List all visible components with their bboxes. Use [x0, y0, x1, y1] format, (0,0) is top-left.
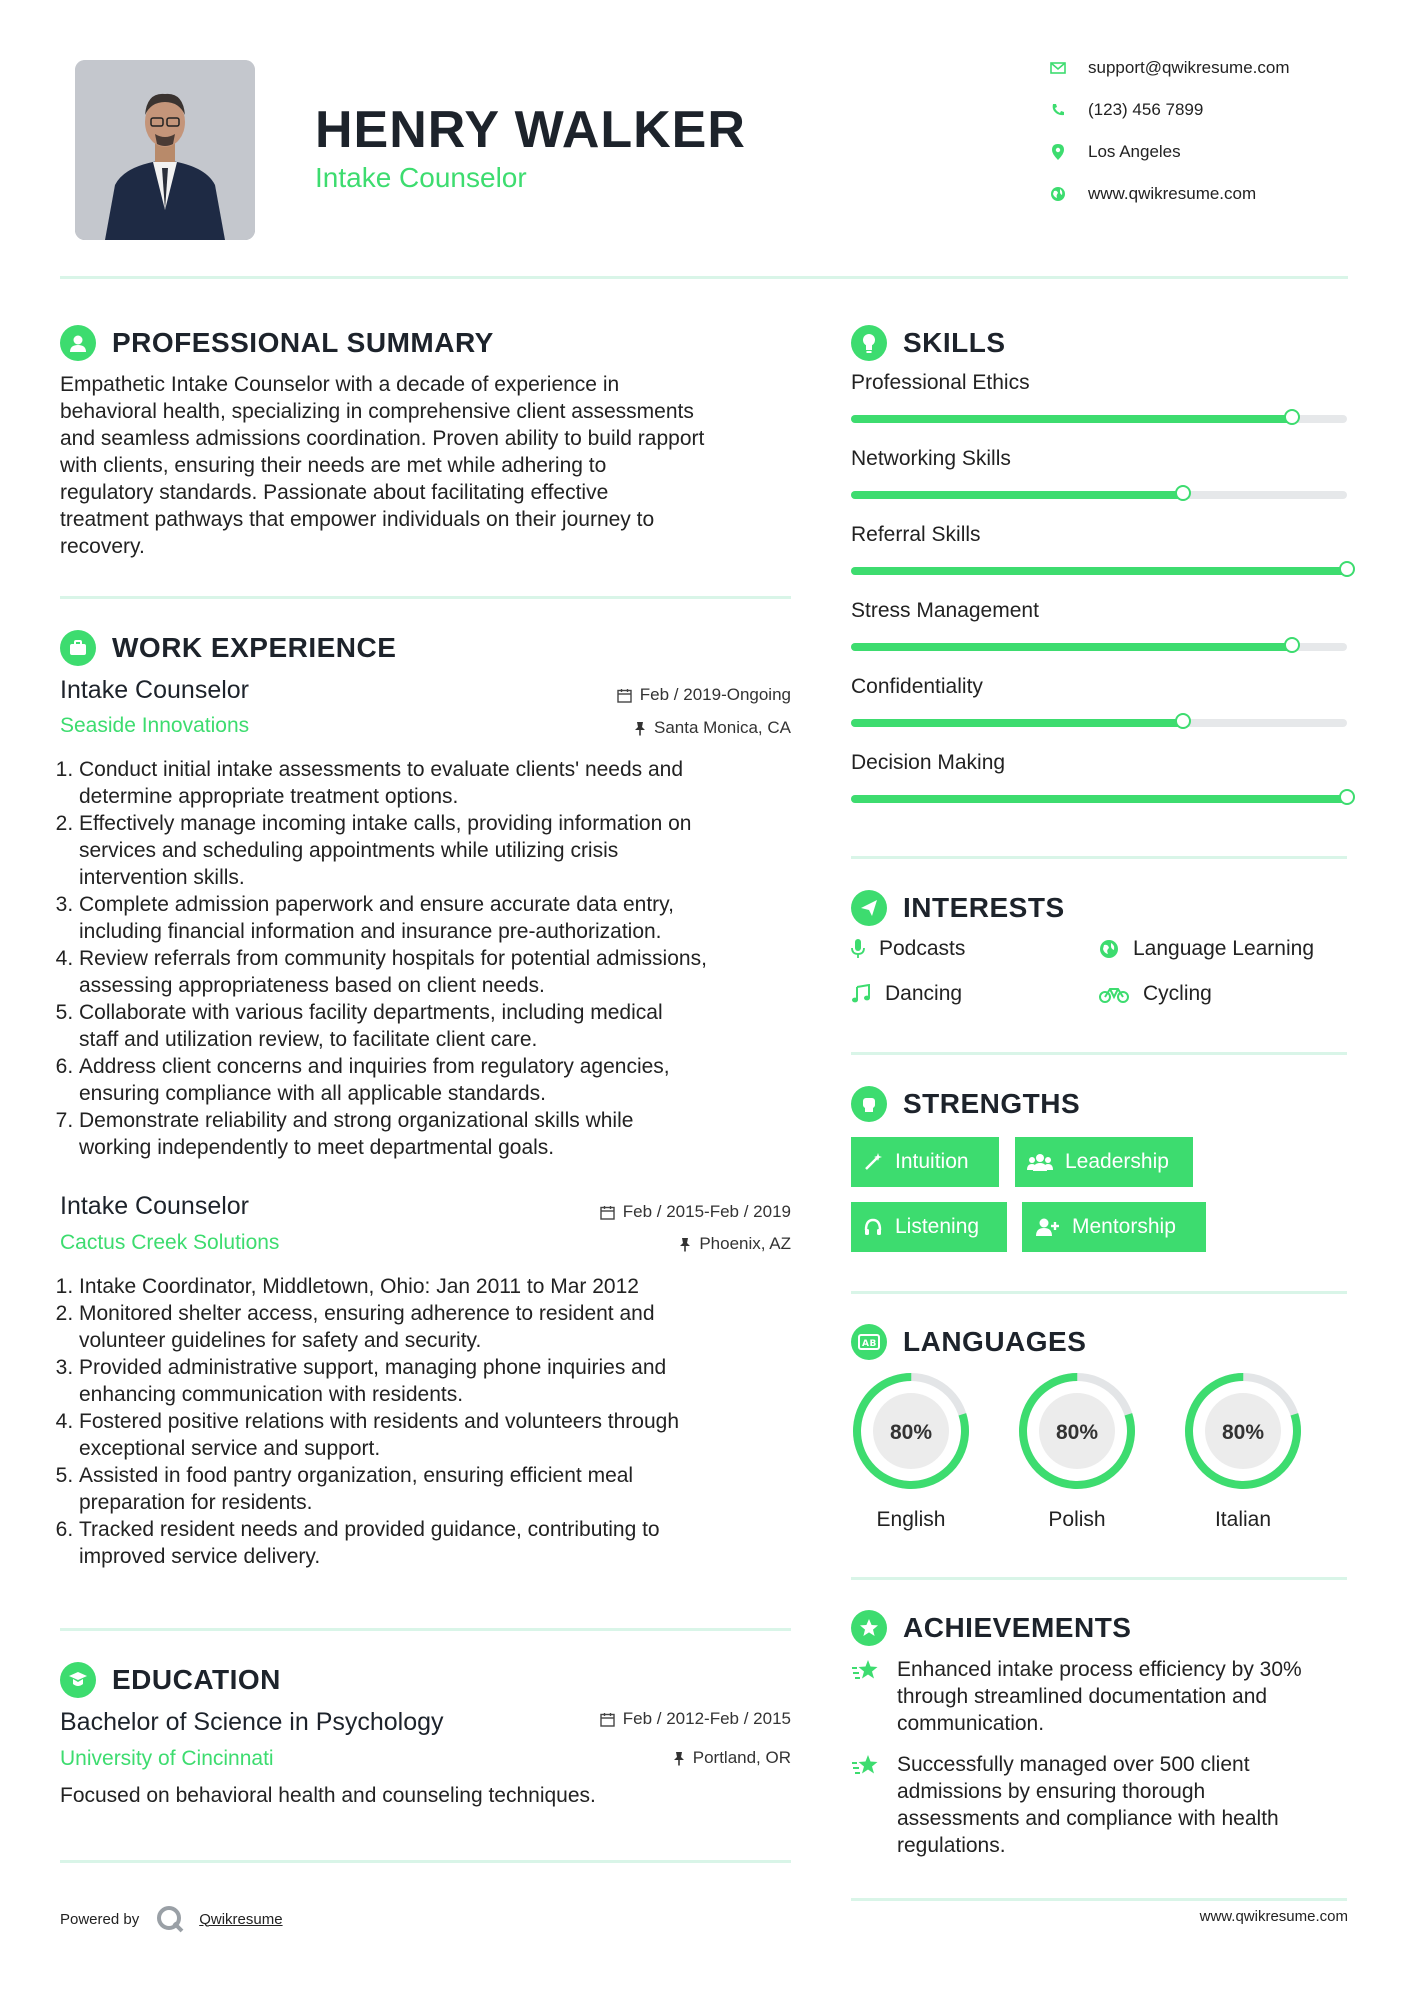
- language-ring: [1181, 1369, 1305, 1493]
- duty-item: 6. Address client concerns and inquiries from regulatory agencies, ensuring compliance with all applicable standards.: [79, 1053, 819, 1107]
- graduate-icon: [60, 1662, 96, 1698]
- skill-bar-knob: [1175, 485, 1191, 501]
- language-percent: 80%: [889, 1421, 933, 1444]
- duty-item: 3. Provided administrative support, managing phone inquiries and enhancing communication with residents.: [79, 1354, 819, 1408]
- email-icon: [1048, 58, 1068, 78]
- job-duties-list: [60, 1273, 819, 1570]
- bicycle-icon: [1099, 985, 1129, 1003]
- skill-bar-track: [851, 643, 1347, 651]
- skill-label: Referral Skills: [851, 523, 981, 546]
- interests-heading: [851, 890, 1065, 926]
- job-company: Seaside Innovations: [60, 714, 250, 737]
- group-icon: [1027, 1152, 1053, 1172]
- summary-heading-text: PROFESSIONAL SUMMARY: [112, 327, 494, 358]
- strength-tag: Listening: [851, 1202, 1007, 1252]
- achievements-heading: [851, 1610, 1131, 1646]
- language-label: English: [876, 1508, 946, 1531]
- language-ring: [1015, 1369, 1139, 1493]
- skill-bar-track: [851, 567, 1347, 575]
- job-dates: [600, 1202, 791, 1222]
- language-item: [849, 1369, 973, 1532]
- degree-title: Bachelor of Science in Psychology: [60, 1708, 444, 1736]
- language-label: Polish: [1048, 1508, 1106, 1531]
- skill-label: Stress Management: [851, 599, 1039, 622]
- duty-item: 2. Effectively manage incoming intake calls, providing information on services and scheduling appointments while utilizing crisis intervention skills.: [79, 810, 819, 891]
- education-dates-text: Feb / 2012-Feb / 2015: [622, 1709, 791, 1728]
- interest-item: Dancing: [851, 982, 962, 1006]
- skill-label: Professional Ethics: [851, 371, 1030, 394]
- strengths-heading: [851, 1086, 1080, 1122]
- qwikresume-logo-icon: [155, 1904, 185, 1934]
- location-icon: [1048, 142, 1068, 162]
- skill-row: [851, 523, 1347, 547]
- job-title: Intake Counselor: [60, 1192, 250, 1220]
- language-item: [1015, 1369, 1139, 1532]
- briefcase-icon: [60, 630, 96, 666]
- magic-wand-icon: [863, 1152, 883, 1172]
- duty-item: 2. Monitored shelter access, ensuring adherence to resident and volunteer guidelines for safety and security.: [79, 1300, 819, 1354]
- skills-divider: [851, 856, 1347, 859]
- education-dates: [600, 1709, 791, 1729]
- phone-icon: [1048, 100, 1068, 120]
- music-note-icon: [851, 984, 871, 1004]
- skill-bar-track: [851, 491, 1347, 499]
- lightbulb-icon: [851, 325, 887, 361]
- experience-divider: [60, 1628, 791, 1631]
- summary-line: regulatory standards. Passionate about facilitating effective: [60, 481, 609, 504]
- duty-item: 7. Demonstrate reliability and strong organizational skills while working independently to meet departmental goals.: [79, 1107, 819, 1161]
- candidate-title: Intake Counselor: [315, 162, 527, 193]
- skills-heading: [851, 325, 1006, 361]
- skill-bar-knob: [1175, 713, 1191, 729]
- contact-website[interactable]: [1048, 184, 1256, 204]
- calendar-icon: [600, 1712, 615, 1727]
- skill-bar-knob: [1339, 561, 1355, 577]
- user-icon: [60, 325, 96, 361]
- svg-text:AB: AB: [862, 1339, 877, 1349]
- languages-heading: [851, 1324, 1086, 1360]
- globe-icon: [1048, 184, 1068, 204]
- education-heading-text: EDUCATION: [112, 1664, 281, 1695]
- user-plus-icon: [1034, 1217, 1060, 1237]
- skill-bar-knob: [1284, 409, 1300, 425]
- achievement-item: Successfully managed over 500 client admissions by ensuring thorough assessments and compliance with health regulations.: [851, 1751, 1351, 1859]
- summary-line: and seamless admissions coordination. Proven ability to build rapport: [60, 427, 705, 450]
- duty-item: 6. Tracked resident needs and provided guidance, contributing to improved service delivery.: [79, 1516, 819, 1570]
- job-location: [679, 1234, 791, 1254]
- interest-item: Cycling: [1099, 982, 1212, 1006]
- skill-row: [851, 751, 1347, 775]
- job-location-text: Santa Monica, CA: [653, 718, 791, 737]
- contact-phone[interactable]: [1048, 100, 1203, 120]
- experience-heading-text: WORK EXPERIENCE: [112, 632, 397, 663]
- job-company: Cactus Creek Solutions: [60, 1231, 280, 1254]
- pin-icon: [673, 1751, 685, 1766]
- profile-photo: [75, 60, 255, 240]
- education-location: [673, 1748, 791, 1768]
- summary-line: behavioral health, specializing in comprehensive client assessments: [60, 400, 694, 423]
- experience-heading: [60, 630, 396, 666]
- skill-bar-track: [851, 719, 1347, 727]
- achievements-divider: [851, 1898, 1347, 1901]
- education-location-text: Portland, OR: [692, 1748, 791, 1767]
- summary-line: treatment pathways that empower individuals on their journey to: [60, 508, 655, 531]
- education-heading: [60, 1662, 281, 1698]
- language-item: [1181, 1369, 1305, 1532]
- skill-bar-track: [851, 415, 1347, 423]
- skill-row: [851, 371, 1347, 395]
- duty-item: 4. Fostered positive relations with residents and volunteers through exceptional service and support.: [79, 1408, 819, 1462]
- interests-divider: [851, 1052, 1347, 1055]
- achievements-heading-text: ACHIEVEMENTS: [903, 1612, 1132, 1643]
- contact-email[interactable]: [1048, 58, 1290, 78]
- strengths-heading-text: STRENGTHS: [903, 1088, 1081, 1119]
- contact-location-text: Los Angeles: [1088, 142, 1181, 161]
- contact-email-text: support@qwikresume.com: [1088, 58, 1290, 77]
- duty-item: 1. Intake Coordinator, Middletown, Ohio: Jan 2011 to Mar 2012: [79, 1273, 819, 1300]
- language-ring: [849, 1369, 973, 1493]
- job-dates-text: Feb / 2019-Ongoing: [639, 685, 791, 704]
- languages-divider: [851, 1577, 1347, 1580]
- language-percent: 80%: [1055, 1421, 1099, 1444]
- skill-label: Confidentiality: [851, 675, 983, 698]
- star-burst-icon: [851, 1658, 881, 1737]
- skills-heading-text: SKILLS: [903, 327, 1006, 358]
- summary-line: Empathetic Intake Counselor with a decade of experience in: [60, 373, 620, 396]
- languages-list: [849, 1369, 1309, 1532]
- strengths-divider: [851, 1291, 1347, 1294]
- footer-website[interactable]: www.qwikresume.com: [1199, 1908, 1348, 1925]
- skill-row: [851, 447, 1347, 471]
- calendar-icon: [600, 1205, 615, 1220]
- skill-bar-fill: [851, 795, 1347, 803]
- job-dates-text: Feb / 2015-Feb / 2019: [622, 1202, 791, 1221]
- microphone-icon: [851, 939, 865, 959]
- skill-bar-fill: [851, 415, 1292, 423]
- interests-heading-text: INTERESTS: [903, 892, 1065, 923]
- skill-bar-track: [851, 795, 1347, 803]
- contact-phone-text: (123) 456 7899: [1088, 100, 1204, 119]
- duty-item: 4. Review referrals from community hospitals for potential admissions, assessing appropriateness based on client needs.: [79, 945, 819, 999]
- strength-tag: Intuition: [851, 1137, 999, 1187]
- summary-heading: [60, 325, 494, 361]
- job-dates: [617, 685, 791, 705]
- education-divider: [60, 1860, 791, 1863]
- interest-item: Podcasts: [851, 937, 965, 961]
- skill-bar-fill: [851, 719, 1183, 727]
- achievement-item: Enhanced intake process efficiency by 30% through streamlined documentation and communication.: [851, 1656, 1351, 1737]
- duty-item: 3. Complete admission paperwork and ensure accurate data entry, including financial information and insurance pre-authorization.: [79, 891, 819, 945]
- star-burst-icon: [851, 1753, 881, 1859]
- duty-item: 1. Conduct initial intake assessments to evaluate clients' needs and determine appropriate treatment options.: [79, 756, 819, 810]
- candidate-name: HENRY WALKER: [315, 101, 746, 159]
- languages-heading-text: LANGUAGES: [903, 1326, 1087, 1357]
- skill-bar-fill: [851, 567, 1347, 575]
- summary-text: [60, 371, 805, 560]
- job-location: [634, 718, 791, 738]
- star-badge-icon: [851, 1610, 887, 1646]
- strength-tag: Mentorship: [1022, 1202, 1206, 1252]
- skill-row: [851, 599, 1347, 623]
- pin-icon: [679, 1237, 691, 1252]
- job-duties-list: [60, 756, 819, 1161]
- language-card-icon: [851, 1324, 887, 1360]
- job-title: Intake Counselor: [60, 676, 250, 704]
- header-divider: [60, 276, 1348, 279]
- language-percent: 80%: [1221, 1421, 1265, 1444]
- duty-item: 5. Assisted in food pantry organization, ensuring efficient meal preparation for residents.: [79, 1462, 819, 1516]
- qwikresume-link[interactable]: Qwikresume: [199, 1910, 283, 1928]
- pin-icon: [634, 721, 646, 736]
- calendar-icon: [617, 688, 632, 703]
- duty-item: 5. Collaborate with various facility departments, including medical staff and utilization review, to facilitate client care.: [79, 999, 819, 1053]
- headphones-icon: [863, 1217, 883, 1237]
- fist-icon: [851, 1086, 887, 1122]
- summary-line: with clients, ensuring their needs are met while adhering to: [60, 454, 607, 477]
- job-location-text: Phoenix, AZ: [699, 1234, 791, 1253]
- skill-label: Networking Skills: [851, 447, 1011, 470]
- globe-icon: [1099, 939, 1119, 959]
- summary-line: recovery.: [60, 535, 145, 558]
- skill-bar-fill: [851, 643, 1292, 651]
- skill-bar-knob: [1339, 789, 1355, 805]
- strength-tag: Leadership: [1015, 1137, 1193, 1187]
- footer-powered: Powered by Qwikresume: [60, 1904, 283, 1934]
- paper-plane-icon: [851, 890, 887, 926]
- contact-location: [1048, 142, 1181, 162]
- interest-item: Language Learning: [1099, 937, 1314, 961]
- contact-website-text: www.qwikresume.com: [1088, 184, 1257, 203]
- skill-label: Decision Making: [851, 751, 1006, 774]
- skill-bar-fill: [851, 491, 1183, 499]
- language-label: Italian: [1214, 1508, 1272, 1531]
- skill-row: [851, 675, 1347, 699]
- skill-bar-knob: [1284, 637, 1300, 653]
- education-description: Focused on behavioral health and counseling techniques.: [60, 1784, 596, 1807]
- school-name: University of Cincinnati: [60, 1747, 274, 1770]
- summary-divider: [60, 596, 791, 599]
